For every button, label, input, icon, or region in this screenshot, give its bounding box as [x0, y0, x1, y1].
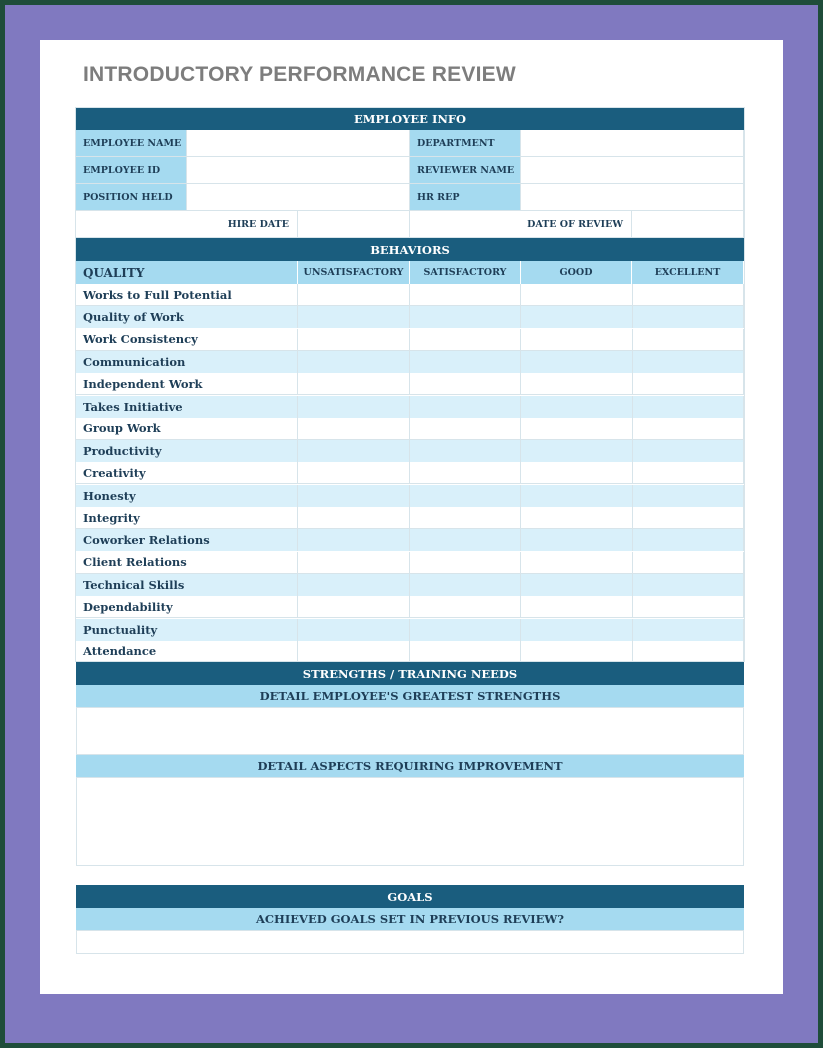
rating-cell-good[interactable]: [521, 619, 633, 641]
improvement-header: DETAIL ASPECTS REQUIRING IMPROVEMENT: [76, 755, 744, 777]
rating-cell-satisfactory[interactable]: [410, 440, 522, 462]
rating-cell-excellent[interactable]: [633, 574, 745, 596]
rating-cell-satisfactory[interactable]: [410, 507, 522, 528]
table-row: [76, 641, 744, 663]
behavior-label: Works to Full Potential: [76, 284, 298, 305]
behavior-label: Communication: [76, 351, 298, 373]
table-row: [76, 485, 744, 507]
rating-cell-good[interactable]: [521, 396, 633, 418]
behavior-label: Work Consistency: [76, 329, 298, 350]
rating-cell-excellent[interactable]: [633, 418, 745, 439]
rating-cell-good[interactable]: [521, 529, 633, 551]
rating-cell-good[interactable]: [521, 306, 633, 328]
table-row: [76, 329, 744, 351]
table-row: [76, 507, 744, 529]
employee-name-field[interactable]: [187, 130, 410, 157]
satisfactory-column-header: SATISFACTORY: [410, 261, 521, 284]
position-held-field[interactable]: [187, 184, 410, 211]
rating-cell-unsatisfactory[interactable]: [298, 351, 410, 373]
rating-cell-unsatisfactory[interactable]: [298, 552, 410, 573]
rating-cell-satisfactory[interactable]: [410, 485, 522, 507]
rating-cell-unsatisfactory[interactable]: [298, 529, 410, 551]
rating-cell-good[interactable]: [521, 574, 633, 596]
employee-info-header: EMPLOYEE INFO: [76, 107, 744, 130]
rating-cell-satisfactory[interactable]: [410, 284, 522, 305]
behaviors-header: BEHAVIORS: [76, 238, 744, 261]
rating-cell-unsatisfactory[interactable]: [298, 619, 410, 641]
rating-cell-unsatisfactory[interactable]: [298, 507, 410, 528]
rating-cell-excellent[interactable]: [633, 351, 745, 373]
rating-cell-good[interactable]: [521, 440, 633, 462]
rating-cell-unsatisfactory[interactable]: [298, 462, 410, 483]
rating-cell-unsatisfactory[interactable]: [298, 485, 410, 507]
rating-cell-excellent[interactable]: [633, 329, 745, 350]
reviewer-name-label: REVIEWER NAME: [410, 157, 521, 184]
department-label: DEPARTMENT: [410, 130, 521, 157]
rating-cell-unsatisfactory[interactable]: [298, 373, 410, 394]
behavior-label: Technical Skills: [76, 574, 298, 596]
rating-cell-satisfactory[interactable]: [410, 574, 522, 596]
rating-cell-excellent[interactable]: [633, 485, 745, 507]
rating-cell-excellent[interactable]: [633, 552, 745, 573]
rating-cell-good[interactable]: [521, 596, 633, 617]
table-row: [76, 596, 744, 618]
behavior-label: Honesty: [76, 485, 298, 507]
rating-cell-satisfactory[interactable]: [410, 396, 522, 418]
rating-cell-satisfactory[interactable]: [410, 418, 522, 439]
department-field[interactable]: [521, 130, 744, 157]
page-title: INTRODUCTORY PERFORMANCE REVIEW: [83, 63, 516, 86]
rating-cell-good[interactable]: [521, 641, 633, 662]
behavior-label: Independent Work: [76, 373, 298, 394]
reviewer-name-field[interactable]: [521, 157, 744, 184]
quality-column-header: QUALITY: [76, 261, 298, 284]
employee-name-label: EMPLOYEE NAME: [76, 130, 187, 157]
rating-cell-excellent[interactable]: [633, 440, 745, 462]
good-column-header: GOOD: [521, 261, 632, 284]
rating-cell-excellent[interactable]: [633, 507, 745, 528]
rating-cell-excellent[interactable]: [633, 306, 745, 328]
table-row: [76, 373, 744, 395]
behavior-label: Quality of Work: [76, 306, 298, 328]
greatest-strengths-textarea[interactable]: [76, 707, 744, 755]
rating-cell-satisfactory[interactable]: [410, 329, 522, 350]
rating-cell-excellent[interactable]: [633, 462, 745, 483]
behavior-label: Productivity: [76, 440, 298, 462]
rating-cell-satisfactory[interactable]: [410, 462, 522, 483]
rating-cell-satisfactory[interactable]: [410, 619, 522, 641]
hire-date-field[interactable]: [298, 211, 410, 238]
table-row: [76, 529, 744, 551]
rating-cell-excellent[interactable]: [633, 373, 745, 394]
rating-cell-excellent[interactable]: [633, 529, 745, 551]
hr-rep-label: HR REP: [410, 184, 521, 211]
strengths-header: STRENGTHS / TRAINING NEEDS: [76, 662, 744, 685]
rating-cell-excellent[interactable]: [633, 619, 745, 641]
behavior-label: Dependability: [76, 596, 298, 617]
rating-cell-unsatisfactory[interactable]: [298, 418, 410, 439]
improvement-textarea[interactable]: [76, 777, 744, 866]
achieved-goals-header: ACHIEVED GOALS SET IN PREVIOUS REVIEW?: [76, 908, 744, 930]
excellent-column-header: EXCELLENT: [632, 261, 744, 284]
behavior-label: Group Work: [76, 418, 298, 439]
rating-cell-satisfactory[interactable]: [410, 641, 522, 662]
behavior-label: Punctuality: [76, 619, 298, 641]
rating-cell-good[interactable]: [521, 351, 633, 373]
behavior-label: Client Relations: [76, 552, 298, 573]
table-row: [76, 418, 744, 440]
rating-cell-good[interactable]: [521, 485, 633, 507]
hr-rep-field[interactable]: [521, 184, 744, 211]
table-row: [76, 440, 744, 462]
date-of-review-label: DATE OF REVIEW: [410, 211, 632, 238]
behavior-label: Attendance: [76, 641, 298, 662]
employee-id-field[interactable]: [187, 157, 410, 184]
rating-cell-excellent[interactable]: [633, 596, 745, 617]
behavior-label: Creativity: [76, 462, 298, 483]
rating-cell-good[interactable]: [521, 329, 633, 350]
table-row: [76, 619, 744, 641]
rating-cell-unsatisfactory[interactable]: [298, 574, 410, 596]
hire-date-label: HIRE DATE: [76, 211, 298, 238]
rating-cell-excellent[interactable]: [633, 396, 745, 418]
rating-cell-satisfactory[interactable]: [410, 351, 522, 373]
unsatisfactory-column-header: UNSATISFACTORY: [298, 261, 410, 284]
rating-cell-unsatisfactory[interactable]: [298, 641, 410, 662]
rating-cell-satisfactory[interactable]: [410, 596, 522, 617]
rating-cell-satisfactory[interactable]: [410, 552, 522, 573]
rating-cell-unsatisfactory[interactable]: [298, 396, 410, 418]
table-row: [76, 306, 744, 328]
rating-cell-satisfactory[interactable]: [410, 529, 522, 551]
behavior-label: Takes Initiative: [76, 396, 298, 418]
date-of-review-field[interactable]: [632, 211, 744, 238]
table-row: [76, 552, 744, 574]
rating-cell-good[interactable]: [521, 418, 633, 439]
table-row: [76, 396, 744, 418]
rating-cell-excellent[interactable]: [633, 641, 745, 662]
achieved-goals-textarea[interactable]: [76, 930, 744, 954]
rating-cell-good[interactable]: [521, 373, 633, 394]
goals-header: GOALS: [76, 885, 744, 908]
position-held-label: POSITION HELD: [76, 184, 187, 211]
employee-id-label: EMPLOYEE ID: [76, 157, 187, 184]
behavior-label: Coworker Relations: [76, 529, 298, 551]
rating-cell-unsatisfactory[interactable]: [298, 306, 410, 328]
rating-cell-unsatisfactory[interactable]: [298, 284, 410, 305]
table-row: [76, 462, 744, 484]
rating-cell-good[interactable]: [521, 507, 633, 528]
rating-cell-unsatisfactory[interactable]: [298, 440, 410, 462]
rating-cell-good[interactable]: [521, 462, 633, 483]
rating-cell-unsatisfactory[interactable]: [298, 596, 410, 617]
rating-cell-satisfactory[interactable]: [410, 373, 522, 394]
rating-cell-satisfactory[interactable]: [410, 306, 522, 328]
rating-cell-excellent[interactable]: [633, 284, 745, 305]
behavior-label: Integrity: [76, 507, 298, 528]
rating-cell-good[interactable]: [521, 552, 633, 573]
rating-cell-unsatisfactory[interactable]: [298, 329, 410, 350]
rating-cell-good[interactable]: [521, 284, 633, 305]
greatest-strengths-header: DETAIL EMPLOYEE'S GREATEST STRENGTHS: [76, 685, 744, 707]
table-row: [76, 284, 744, 306]
table-row: [76, 351, 744, 373]
table-row: [76, 574, 744, 596]
